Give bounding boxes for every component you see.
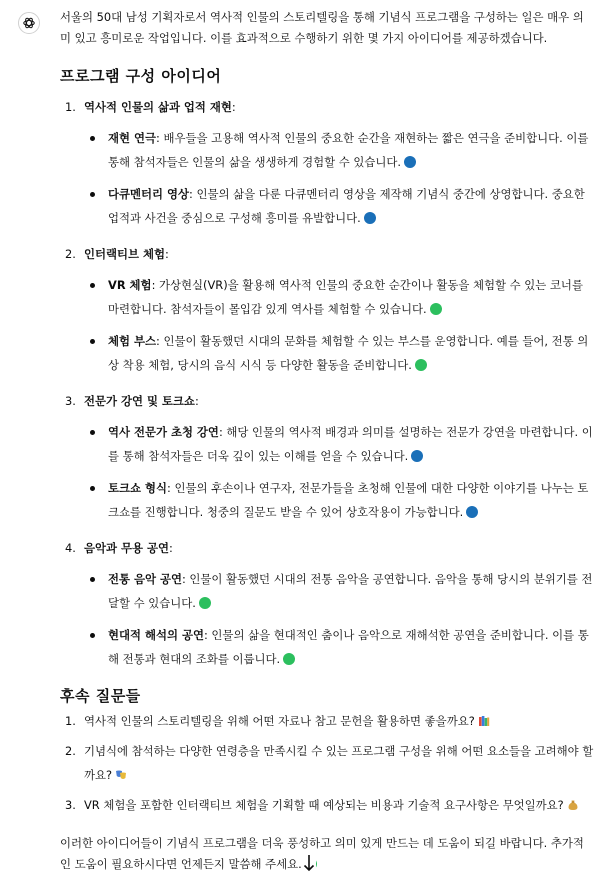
green-circle-icon [199, 597, 211, 609]
idea-title-colon: : [231, 100, 236, 114]
detail-colon: : [218, 425, 223, 439]
blue-circle-icon [466, 506, 478, 518]
detail-colon: : [166, 481, 171, 495]
idea-title [84, 97, 594, 118]
followup-number: 3. [65, 798, 76, 812]
detail-term: 전통 음악 공연 [108, 572, 182, 586]
detail-colon: : [181, 572, 186, 586]
followup-item[interactable] [60, 709, 594, 733]
money-bag-emoji-icon [567, 799, 579, 811]
green-circle-icon [283, 653, 295, 665]
idea-title-colon: : [168, 541, 173, 555]
followup-text: VR 체험을 포함한 인터랙티브 체험을 기획할 때 예상되는 비용과 기술적 요구사항은 무엇일까요? [84, 798, 564, 812]
assistant-message [60, 7, 594, 875]
followup-list [60, 709, 594, 817]
idea-number: 1. [65, 100, 76, 114]
detail-text: 인물의 삶을 다룬 다큐멘터리 영상을 제작해 기념식 중간에 상영합니다. 중요한 업적과 사건을 중심으로 구성해 흥미를 유발합니다. [108, 187, 585, 225]
idea-title-colon: : [165, 247, 169, 261]
idea-detail-item [84, 476, 594, 524]
idea-title-text: 전문가 강연 및 토크쇼 [84, 394, 195, 408]
green-circle-icon [415, 359, 427, 371]
detail-term: 현대적 해석의 공연 [108, 628, 204, 642]
detail-text: 인물의 후손이나 연구자, 전문가들을 초청해 인물에 대한 다양한 이야기를 나누는 토크쇼를 진행합니다. 청중의 질문도 받을 수 있어 상호작용이 가능합니다. [108, 481, 589, 519]
detail-term: 재현 연극 [108, 131, 156, 145]
idea-sublist [84, 273, 594, 377]
blue-circle-icon [364, 212, 376, 224]
detail-text: 인물이 활동했던 시대의 문화를 체험할 수 있는 부스를 운영합니다. 예를 들어, 전통 의상 착용 체험, 당시의 음식 시식 등 다양한 활동을 준비합니다. [108, 334, 589, 372]
idea-item [60, 538, 594, 671]
outro-text: 이러한 아이디어들이 기념식 프로그램을 더욱 풍성하고 의미 있게 만드는 데 도움이 되길 바랍니다. 추가적인 도움이 필요하시다면 언제든지 말씀해 주세요. [60, 836, 584, 871]
idea-number: 2. [65, 247, 76, 261]
detail-term: VR 체험 [108, 278, 152, 292]
detail-colon: : [155, 131, 160, 145]
idea-number: 3. [65, 394, 76, 408]
followup-heading: 후속 질문들 [60, 687, 141, 705]
idea-sublist [84, 567, 594, 671]
followup-number: 2. [65, 744, 76, 758]
detail-term: 역사 전문가 초청 강연 [108, 425, 219, 439]
ideas-list [60, 97, 594, 671]
scroll-down-button[interactable] [302, 853, 316, 873]
idea-item [60, 97, 594, 230]
idea-detail-item [84, 329, 594, 377]
idea-detail-item [84, 567, 594, 615]
followup-number: 1. [65, 714, 76, 728]
intro-paragraph: 서울의 50대 남성 기획자로서 역사적 인물의 스토리텔링을 통해 기념식 프로그램을 구성하는 일은 매우 의미 있고 흥미로운 작업입니다. 이를 효과적으로 수행하기 위한 몇 가지 아이디어를 제공하겠습니다. [60, 10, 584, 45]
idea-detail-item [84, 623, 594, 671]
arrow-down-icon [303, 854, 315, 872]
detail-colon: : [203, 628, 208, 642]
detail-colon: : [189, 187, 193, 201]
detail-colon: : [151, 278, 156, 292]
idea-title-text: 음악과 무용 공연 [84, 541, 169, 555]
idea-title [84, 538, 594, 559]
idea-number: 4. [65, 541, 76, 555]
detail-colon: : [155, 334, 160, 348]
idea-sublist [84, 420, 594, 524]
followup-text: 기념식에 참석하는 다양한 연령층을 만족시킬 수 있는 프로그램 구성을 위해 어떤 요소들을 고려해야 할까요? [84, 744, 594, 782]
detail-term: 체험 부스 [108, 334, 156, 348]
detail-term: 토크쇼 형식 [108, 481, 167, 495]
idea-sublist [84, 126, 594, 230]
idea-title-colon: : [194, 394, 199, 408]
idea-detail-item [84, 273, 594, 321]
idea-detail-item [84, 420, 594, 468]
outro-paragraph [60, 833, 594, 875]
idea-title-text: 역사적 인물의 삶과 업적 재현 [84, 100, 232, 114]
followup-item[interactable] [60, 739, 594, 787]
idea-title [84, 391, 594, 412]
followup-text: 역사적 인물의 스토리텔링을 위해 어떤 자료나 참고 문헌을 활용하면 좋을까요? [84, 714, 475, 728]
idea-item [60, 244, 594, 377]
detail-text: 가상현실(VR)을 활용해 역사적 인물의 중요한 순간이나 활동을 체험할 수 있는 코너를 마련합니다. 참석자들이 몰입감 있게 역사를 체험할 수 있습니다. [108, 278, 583, 316]
program-heading: 프로그램 구성 아이디어 [60, 67, 222, 85]
blue-circle-icon [411, 450, 423, 462]
idea-detail-item [84, 126, 594, 174]
assistant-avatar [18, 12, 40, 34]
detail-text: 배우들을 고용해 역사적 인물의 중요한 순간을 재현하는 짧은 연극을 준비합니다. 이를 통해 참석자들은 인물의 삶을 생생하게 경험할 수 있습니다. [108, 131, 589, 169]
detail-text: 인물의 삶을 현대적인 춤이나 음악으로 재해석한 공연을 준비합니다. 이를 통해 전통과 현대의 조화를 이룹니다. [108, 628, 589, 666]
idea-title-text: 인터랙티브 체험 [84, 247, 165, 261]
blue-circle-icon [404, 156, 416, 168]
performing-arts-emoji-icon [115, 769, 127, 781]
detail-text: 해당 인물의 역사적 배경과 의미를 설명하는 전문가 강연을 마련합니다. 이를 통해 참석자들은 더욱 깊이 있는 이해를 얻을 수 있습니다. [108, 425, 593, 463]
detail-term: 다큐멘터리 영상 [108, 187, 189, 201]
idea-item [60, 391, 594, 524]
green-circle-icon [430, 303, 442, 315]
detail-text: 인물이 활동했던 시대의 전통 음악을 공연합니다. 음악을 통해 당시의 분위기를 전달할 수 있습니다. [108, 572, 593, 610]
idea-detail-item [84, 182, 594, 230]
idea-title [84, 244, 594, 265]
books-emoji-icon [478, 715, 490, 727]
followup-item[interactable] [60, 793, 594, 817]
openai-logo-icon [22, 16, 36, 30]
